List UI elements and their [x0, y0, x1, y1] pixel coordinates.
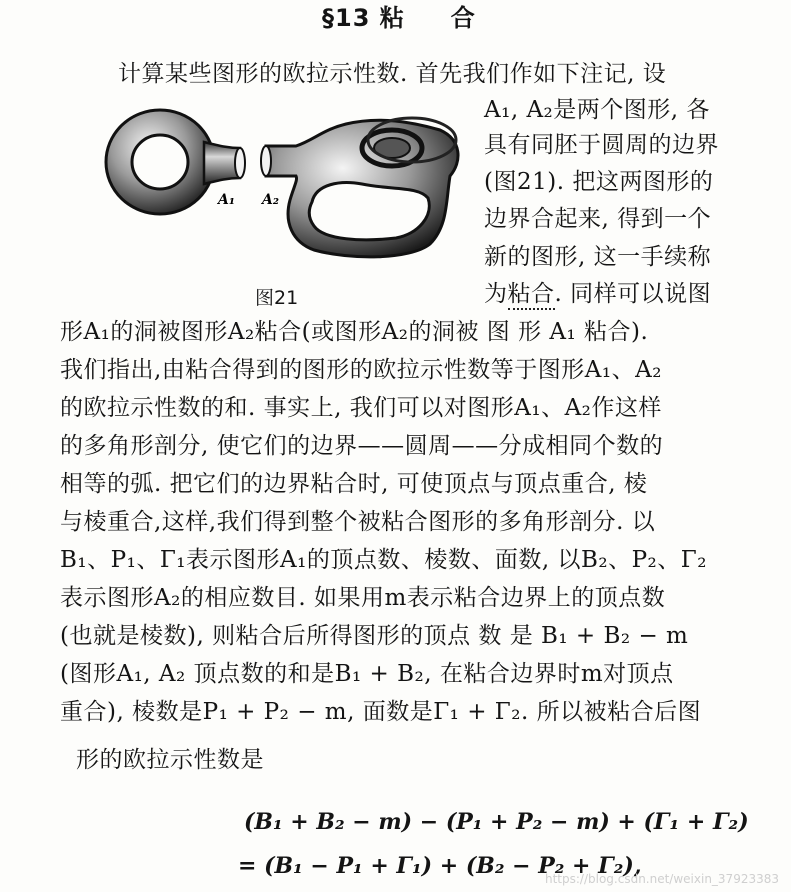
equation-line-2: = (B₁ − P₁ + Γ₁) + (B₂ − P₂ + Γ₂), [238, 853, 642, 879]
text-line-9: 我们指出,由粘合得到的图形的欧拉示性数等于图形A₁、A₂ [60, 357, 662, 383]
text-fragment: . 同样可以说图 [554, 281, 712, 307]
text-line-14: B₁、P₁、Γ₁表示图形A₁的顶点数、棱数、面数, 以B₂、P₂、Γ₂ [60, 547, 707, 573]
text-line-3: 具有同胚于圆周的边界 [484, 132, 719, 158]
text-line-7 [484, 280, 711, 308]
watermark-text: https://blog.csdn.net/weixin_37923383 [544, 872, 779, 886]
text-line-12: 相等的弧. 把它们的边界粘合时, 可使顶点与顶点重合, 棱 [60, 471, 648, 497]
text-line-6: 新的图形, 这一手续称 [484, 244, 712, 270]
text-line-15: 表示图形A₂的相应数目. 如果用m表示粘合边界上的顶点数 [60, 585, 666, 611]
text-line-13: 与棱重合,这样,我们得到整个被粘合图形的多角形剖分. 以 [60, 509, 656, 535]
section-title-part-2: 合 [450, 4, 476, 32]
equation-line-1: (B₁ + B₂ − m) − (P₁ + P₂ − m) + (Γ₁ + Γ₂) [244, 809, 749, 835]
text-line-8: 形A₁的洞被图形A₂粘合(或图形A₂的洞被 图 形 A₁ 粘合). [60, 319, 649, 345]
figure-21-illustration [100, 100, 465, 270]
surface-a2-shape [261, 118, 458, 257]
defined-term-gluing: 粘合 [508, 281, 555, 310]
section-heading [322, 4, 476, 32]
figure-caption: 图21 [255, 287, 299, 309]
text-line-5: 边界合起来, 得到一个 [484, 206, 712, 232]
text-line-1: 计算某些图形的欧拉示性数. 首先我们作如下注记, 设 [118, 61, 667, 87]
text-line-10: 的欧拉示性数的和. 事实上, 我们可以对图形A₁、A₂作这样 [60, 395, 662, 421]
section-number: §13 [322, 4, 371, 32]
text-line-17: (图形A₁, A₂ 顶点数的和是B₁ + B₂, 在粘合边界时m对顶点 [60, 661, 674, 687]
figure-label-a2: A₂ [262, 192, 279, 208]
text-line-18: 重合), 棱数是P₁ + P₂ − m, 面数是Γ₁ + Γ₂. 所以被粘合后图 [60, 699, 702, 725]
text-fragment: 为 [484, 281, 508, 307]
section-title-part-1: 粘 [379, 4, 405, 32]
text-line-16: (也就是棱数), 则粘合后所得图形的顶点 数 是 B₁ + B₂ − m [60, 623, 689, 649]
text-line-4: (图21). 把这两图形的 [484, 169, 714, 195]
text-line-11: 的多角形剖分, 使它们的边界——圆周——分成相同个数的 [60, 433, 664, 459]
figure-label-a1: A₁ [218, 192, 235, 208]
text-line-2: A₁, A₂是两个图形, 各 [484, 97, 710, 123]
text-line-19: 形的欧拉示性数是 [76, 747, 264, 773]
